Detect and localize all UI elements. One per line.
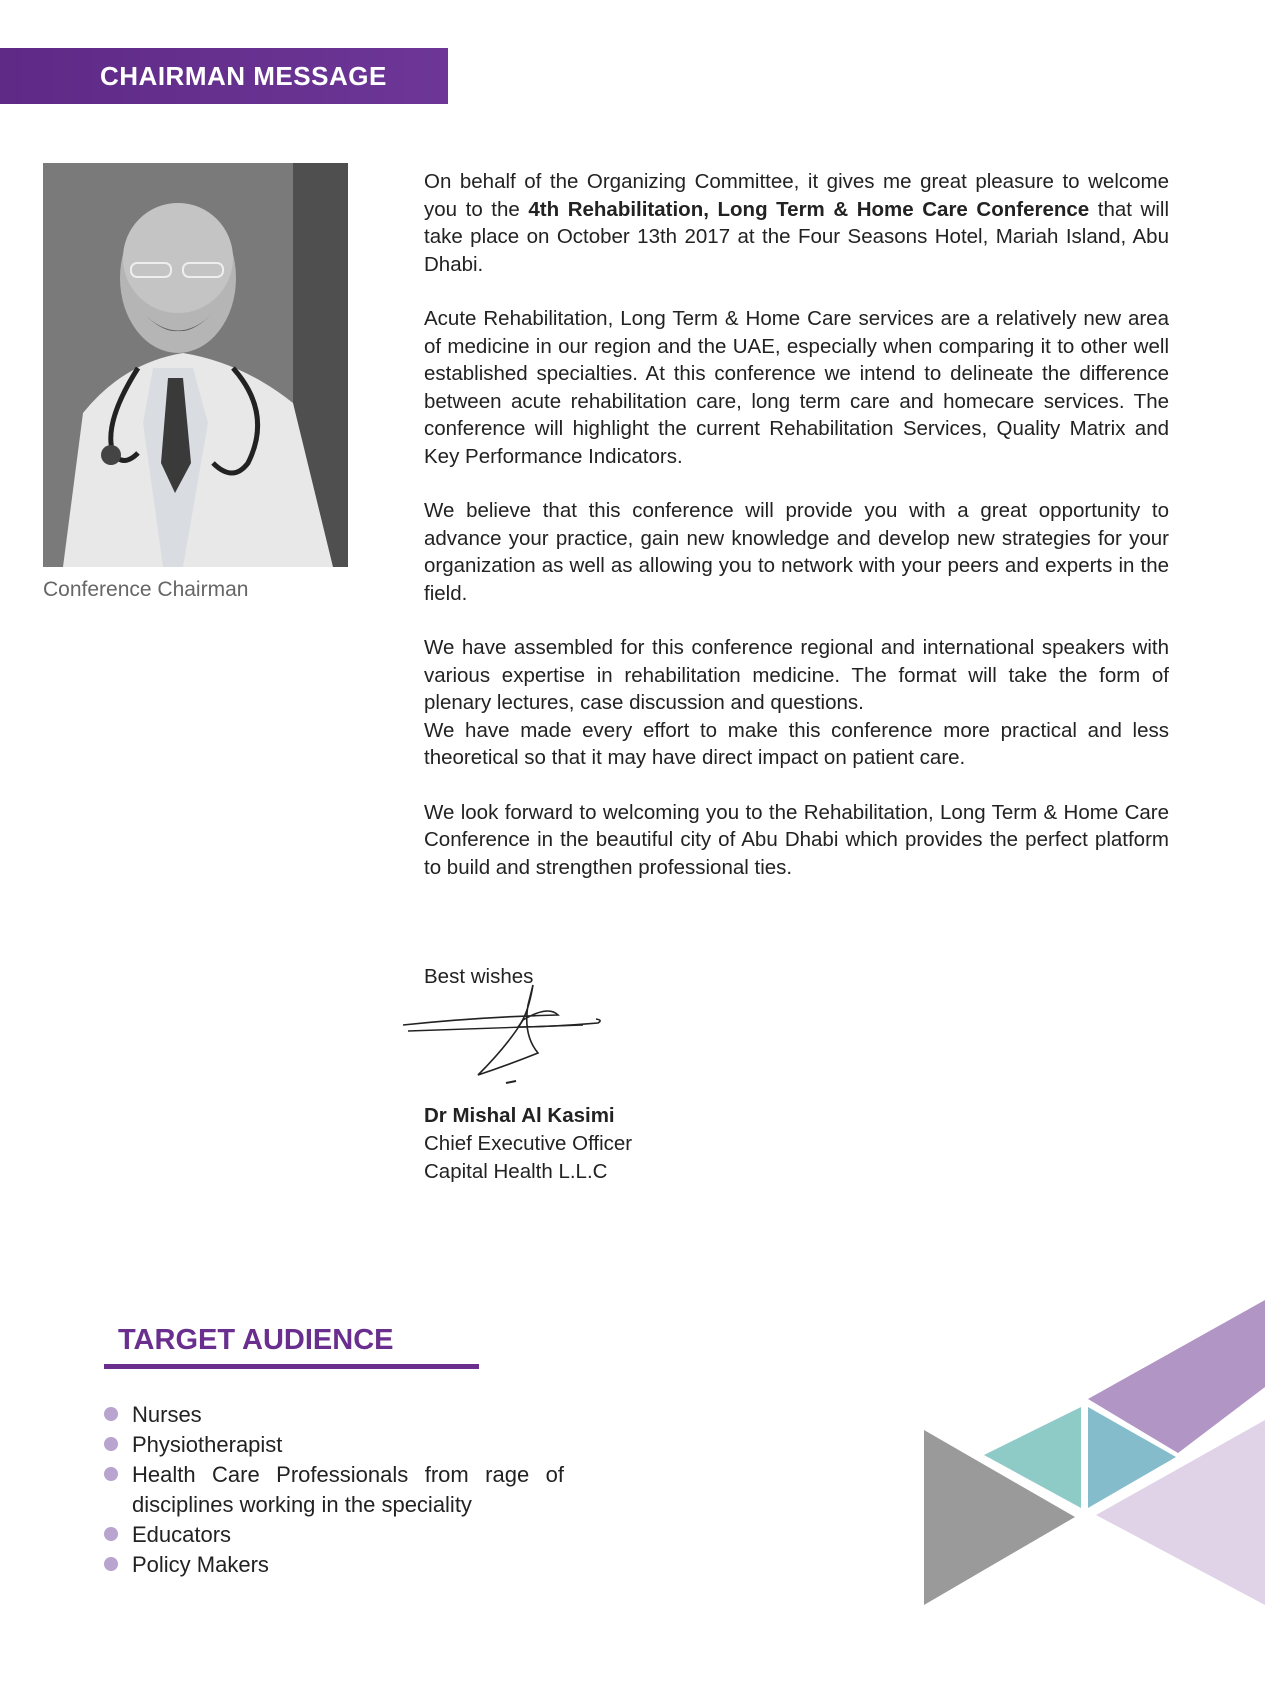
letter-paragraph-2: Acute Rehabilitation, Long Term & Home Care services are a relatively new area of medicine in our region and the UAE, especially when comparing it to other well established specialties. At this conference we intend to delineate the difference between acute rehabilitation care, long term care and homecare services. The conference will highlight the current Rehabilitation Services, Quality Matrix and Key Performance Indicators. [424, 307, 1169, 468]
letter-paragraph-3: We believe that this conference will provide you with a great opportunity to advance your practice, gain new knowledge and develop new strategies for your organization as well as allowing you to network with your peers and experts in the field. [424, 499, 1169, 605]
photo-caption: Conference Chairman [43, 578, 249, 601]
title-underline [104, 1364, 479, 1369]
bullet-icon [104, 1557, 118, 1571]
bullet-icon [104, 1467, 118, 1481]
list-item-text: Health Care Professionals from rage of disciplines working in the speciality [132, 1462, 564, 1517]
list-item [104, 1430, 564, 1460]
bullet-icon [104, 1527, 118, 1541]
signoff: Best wishes [424, 965, 534, 988]
list-item-text: Physiotherapist [132, 1432, 283, 1457]
list-item-text: Educators [132, 1522, 232, 1547]
chairman-photo [43, 163, 348, 567]
signatory-title: Chief Executive Officer [424, 1132, 633, 1155]
list-item-text: Policy Makers [132, 1552, 269, 1577]
letter-text: that will take place on October 13th 2017 at the Four Seasons Hotel, Mariah Island, Abu Dhabi. [424, 197, 1169, 276]
section-header-chairman-message [0, 48, 448, 104]
target-audience-list [104, 1400, 564, 1580]
handwritten-signature [398, 965, 628, 1085]
section-title: CHAIRMAN MESSAGE [100, 60, 387, 91]
letter-text: On behalf of the Organizing Committee, it gives me great pleasure to welcome you to the [424, 170, 1169, 221]
letter-paragraph-4b: We have made every effort to make this conference more practical and less theoretical so that it may have direct impact on patient care. [424, 718, 1169, 769]
bullet-icon [104, 1437, 118, 1451]
signatory-organization: Capital Health L.L.C [424, 1160, 608, 1183]
list-item [104, 1520, 564, 1550]
letter-paragraph-5: We look forward to welcoming you to the Rehabilitation, Long Term & Home Care Conference in the beautiful city of Abu Dhabi which provides the perfect platform to build and strengthen professional ties. [424, 800, 1169, 879]
chairman-letter [424, 168, 1169, 908]
bullet-icon [104, 1407, 118, 1421]
letter-text: We have assembled for this conference regional and international speakers with various expertise in rehabilitation medicine. The format will take the form of plenary lectures, case discussion and questions. [424, 636, 1169, 714]
list-item [104, 1400, 564, 1430]
decorative-triangles [920, 1295, 1265, 1605]
list-item [104, 1550, 564, 1580]
letter-paragraph-4 [424, 634, 1169, 717]
target-audience-title: TARGET AUDIENCE [118, 1324, 394, 1356]
signatory-name: Dr Mishal Al Kasimi [424, 1104, 615, 1127]
signature-block [424, 1102, 632, 1186]
list-item-text: Nurses [132, 1402, 202, 1427]
list-item [104, 1460, 564, 1520]
conference-name: 4th Rehabilitation, Long Term & Home Care Conference [528, 197, 1090, 221]
letter-paragraph-1 [424, 168, 1169, 278]
